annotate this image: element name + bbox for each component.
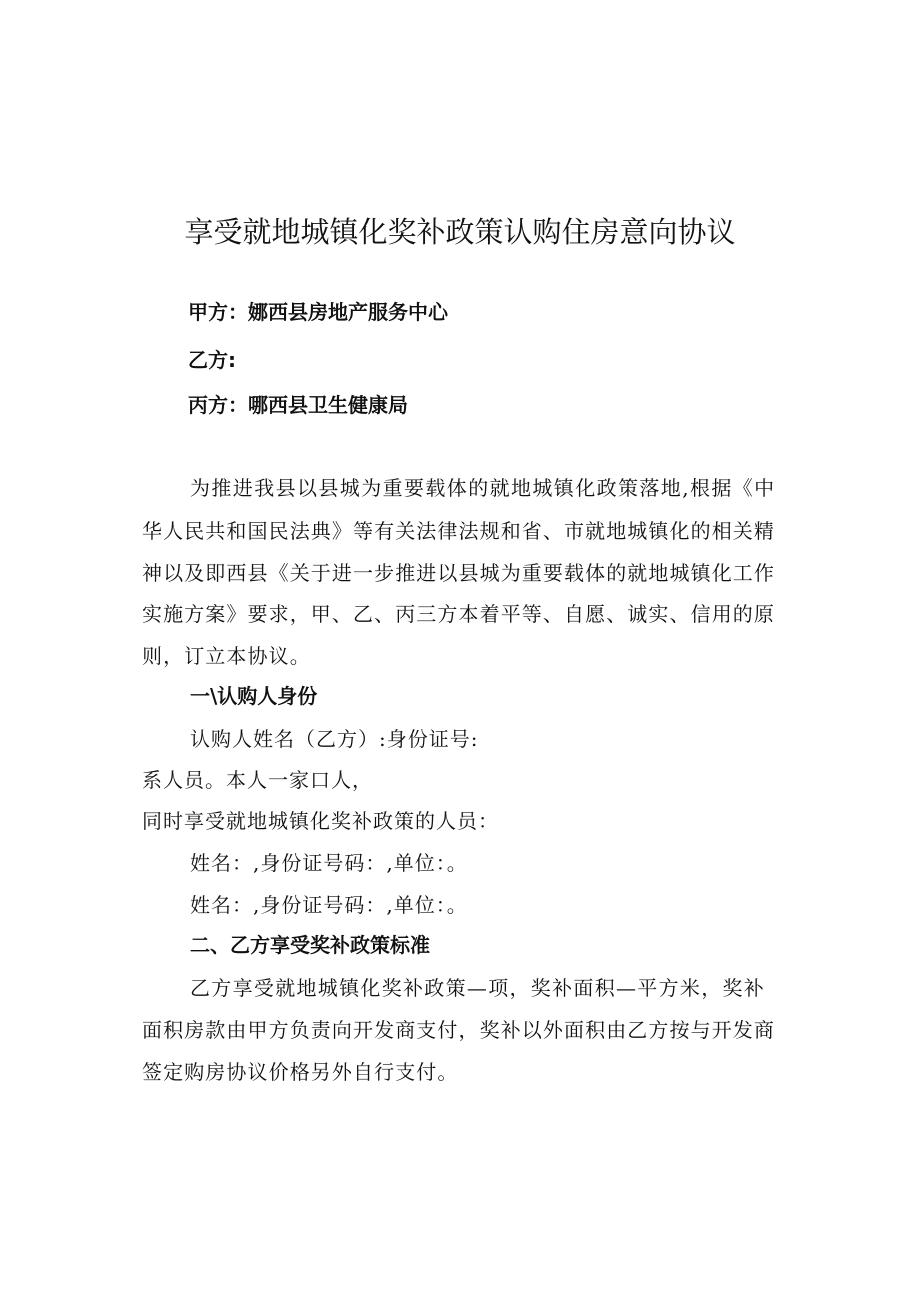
preamble-line: 实施方案》要求，甲、乙、丙三方本着平等、自愿、诚实、信用的原: [142, 602, 775, 626]
preamble-line: 华人民共和国民法典》等有关法律法规和省、市就地城镇化的相关精: [142, 519, 775, 543]
section-2-line: 签定购房协议价格另外自行支付。: [142, 1060, 459, 1084]
section-1-heading: 一\认购人身份: [190, 684, 318, 708]
section-1-line: 同时享受就地城镇化奖补政策的人员：: [142, 809, 499, 833]
section-2-line: 乙方享受就地城镇化奖补政策—项，奖补面积—平方米，奖补: [190, 976, 766, 1000]
party-a: 甲方：娜西县房地产服务中心: [188, 300, 448, 324]
party-c: 丙方：哪西县卫生健康局: [188, 393, 408, 417]
preamble-line: 则，订立本协议。: [142, 644, 311, 668]
preamble-line: 为推进我县以县城为重要载体的就地城镇化政策落地,根据《中: [190, 476, 776, 500]
document-title: 享受就地城镇化奖补政策认购住房意向协议: [184, 215, 736, 249]
section-1-line: 认购人姓名（乙方）:身份证号:: [190, 727, 479, 751]
section-1-line: 姓名：,身份证号码：,单位：。: [190, 851, 468, 875]
preamble-line: 神以及即西县《关于进一步推进以县城为重要载体的就地城镇化工作: [142, 561, 775, 585]
party-b: 乙方:: [188, 348, 236, 372]
section-1-line: 系人员。本人一家口人，: [142, 768, 373, 792]
section-1-line: 姓名：,身份证号码：,单位：。: [190, 893, 468, 917]
section-2-heading: 二、乙方享受奖补政策标准: [190, 933, 430, 957]
section-2-line: 面积房款由甲方负责向开发商支付，奖补以外面积由乙方按与开发商: [142, 1018, 775, 1042]
